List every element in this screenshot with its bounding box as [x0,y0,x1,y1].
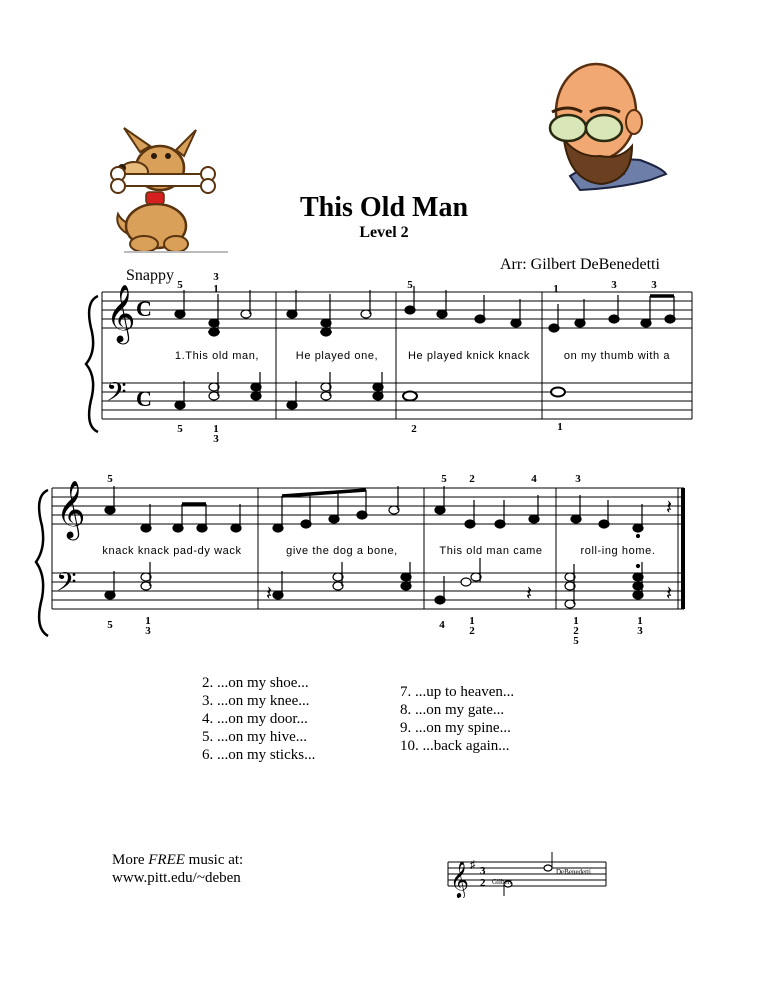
finger-number: 1 [573,615,579,627]
time-signature-treble: C [136,296,152,321]
grand-staff-brace [86,296,98,432]
logo-text-first: Gilbert [492,878,512,886]
footer-emphasis: FREE [148,852,185,868]
finger-number: 3 [213,272,219,283]
finger-number: 2 [469,625,475,637]
bass-clef: 𝄢 [106,377,127,413]
footer-url[interactable]: www.pitt.edu/~deben [112,870,241,886]
footer-note [112,851,243,887]
treble-clef: 𝄞 [106,285,136,341]
finger-number: 3 [611,279,617,291]
verse-line: 8. ...on my gate... [400,702,505,718]
footer-text: More [112,852,149,868]
quarter-rest: 𝄽 [266,583,273,605]
verse-line: 9. ...on my spine... [400,720,511,736]
verse-line: 5. ...on my hive... [202,729,307,745]
finger-number: 3 [651,279,657,291]
quarter-rest: 𝄽 [666,497,673,519]
logo-text-last: DeBenedetti [556,868,591,876]
fingering-bass-1 [177,421,563,445]
finger-number: 1 [469,615,475,627]
quarter-rest: 𝄽 [666,583,673,605]
verse-line: 2. ...on my shoe... [202,675,309,691]
level-label: Level 2 [359,224,409,241]
finger-number: 1 [213,283,219,295]
lyric-measure: This old man came [439,545,543,557]
bass-notes-1 [175,372,565,409]
bass-clef: 𝄢 [56,567,77,603]
fingering-bass-2 [107,615,643,647]
verses-right [400,683,514,755]
treble-notes-2 [105,486,643,538]
signature-logo [444,848,610,898]
verses-left [202,674,315,764]
finger-number: 5 [107,619,113,631]
finger-number: 2 [573,625,579,637]
finger-number: 3 [575,473,581,485]
bass-staff-1 [102,383,692,419]
time-signature-bass: C [136,386,152,411]
finger-number: 1 [553,283,559,295]
music-system-1 [80,272,700,452]
footer-text: music at: [184,852,244,868]
arranger-credit: Arr: Gilbert DeBenedetti [500,256,660,273]
finger-number: 2 [469,473,475,485]
finger-number: 4 [531,473,537,485]
finger-number: 5 [177,279,183,291]
verse-line: 7. ...up to heaven... [400,684,515,700]
logo-sharp: ♯ [470,859,476,871]
verse-line: 6. ...on my sticks... [202,747,316,763]
finger-number: 5 [177,423,183,435]
lyric-measure: give the dog a bone, [286,545,398,557]
logo-treble-clef: 𝄞 [450,861,469,897]
verse-line: 10. ...back again... [400,738,510,754]
treble-staff-2 [52,488,684,524]
finger-number: 5 [573,635,579,647]
man-illustration [540,56,670,196]
treble-clef: 𝄞 [56,481,86,537]
fingering-treble-2 [107,473,581,485]
tempo-marking: Snappy [126,267,174,284]
finger-number: 4 [439,619,445,631]
lyric-measure: on my thumb with a [563,350,671,362]
treble-staff-1 [102,292,692,328]
lyric-measure: roll-ing home. [580,545,656,557]
finger-number: 2 [411,423,417,435]
finger-number: 1 [637,615,643,627]
lyric-measure: knack knack pad-dy wack [102,545,242,557]
verse-line: 3. ...on my knee... [202,693,310,709]
finger-number: 3 [145,625,151,637]
finger-number: 5 [107,473,113,485]
music-system-2 [30,468,694,658]
lyric-measure: He played knick knack [407,350,531,362]
finger-number: 3 [637,625,643,637]
finger-number: 5 [441,473,447,485]
logo-time-top: 3 [480,865,486,877]
logo-time-bottom: 2 [480,877,486,889]
song-title: This Old Man [299,192,469,223]
lyric-measure: 1.This old man, [174,350,260,362]
finger-number: 5 [407,279,413,291]
quarter-rest: 𝄽 [526,583,533,605]
verse-line: 4. ...on my door... [202,711,308,727]
lyric-measure: He played one, [295,350,379,362]
finger-number: 1 [213,423,219,435]
finger-number: 1 [145,615,151,627]
finger-number: 1 [557,421,563,433]
grand-staff-brace [36,490,48,636]
finger-number: 3 [213,433,219,445]
